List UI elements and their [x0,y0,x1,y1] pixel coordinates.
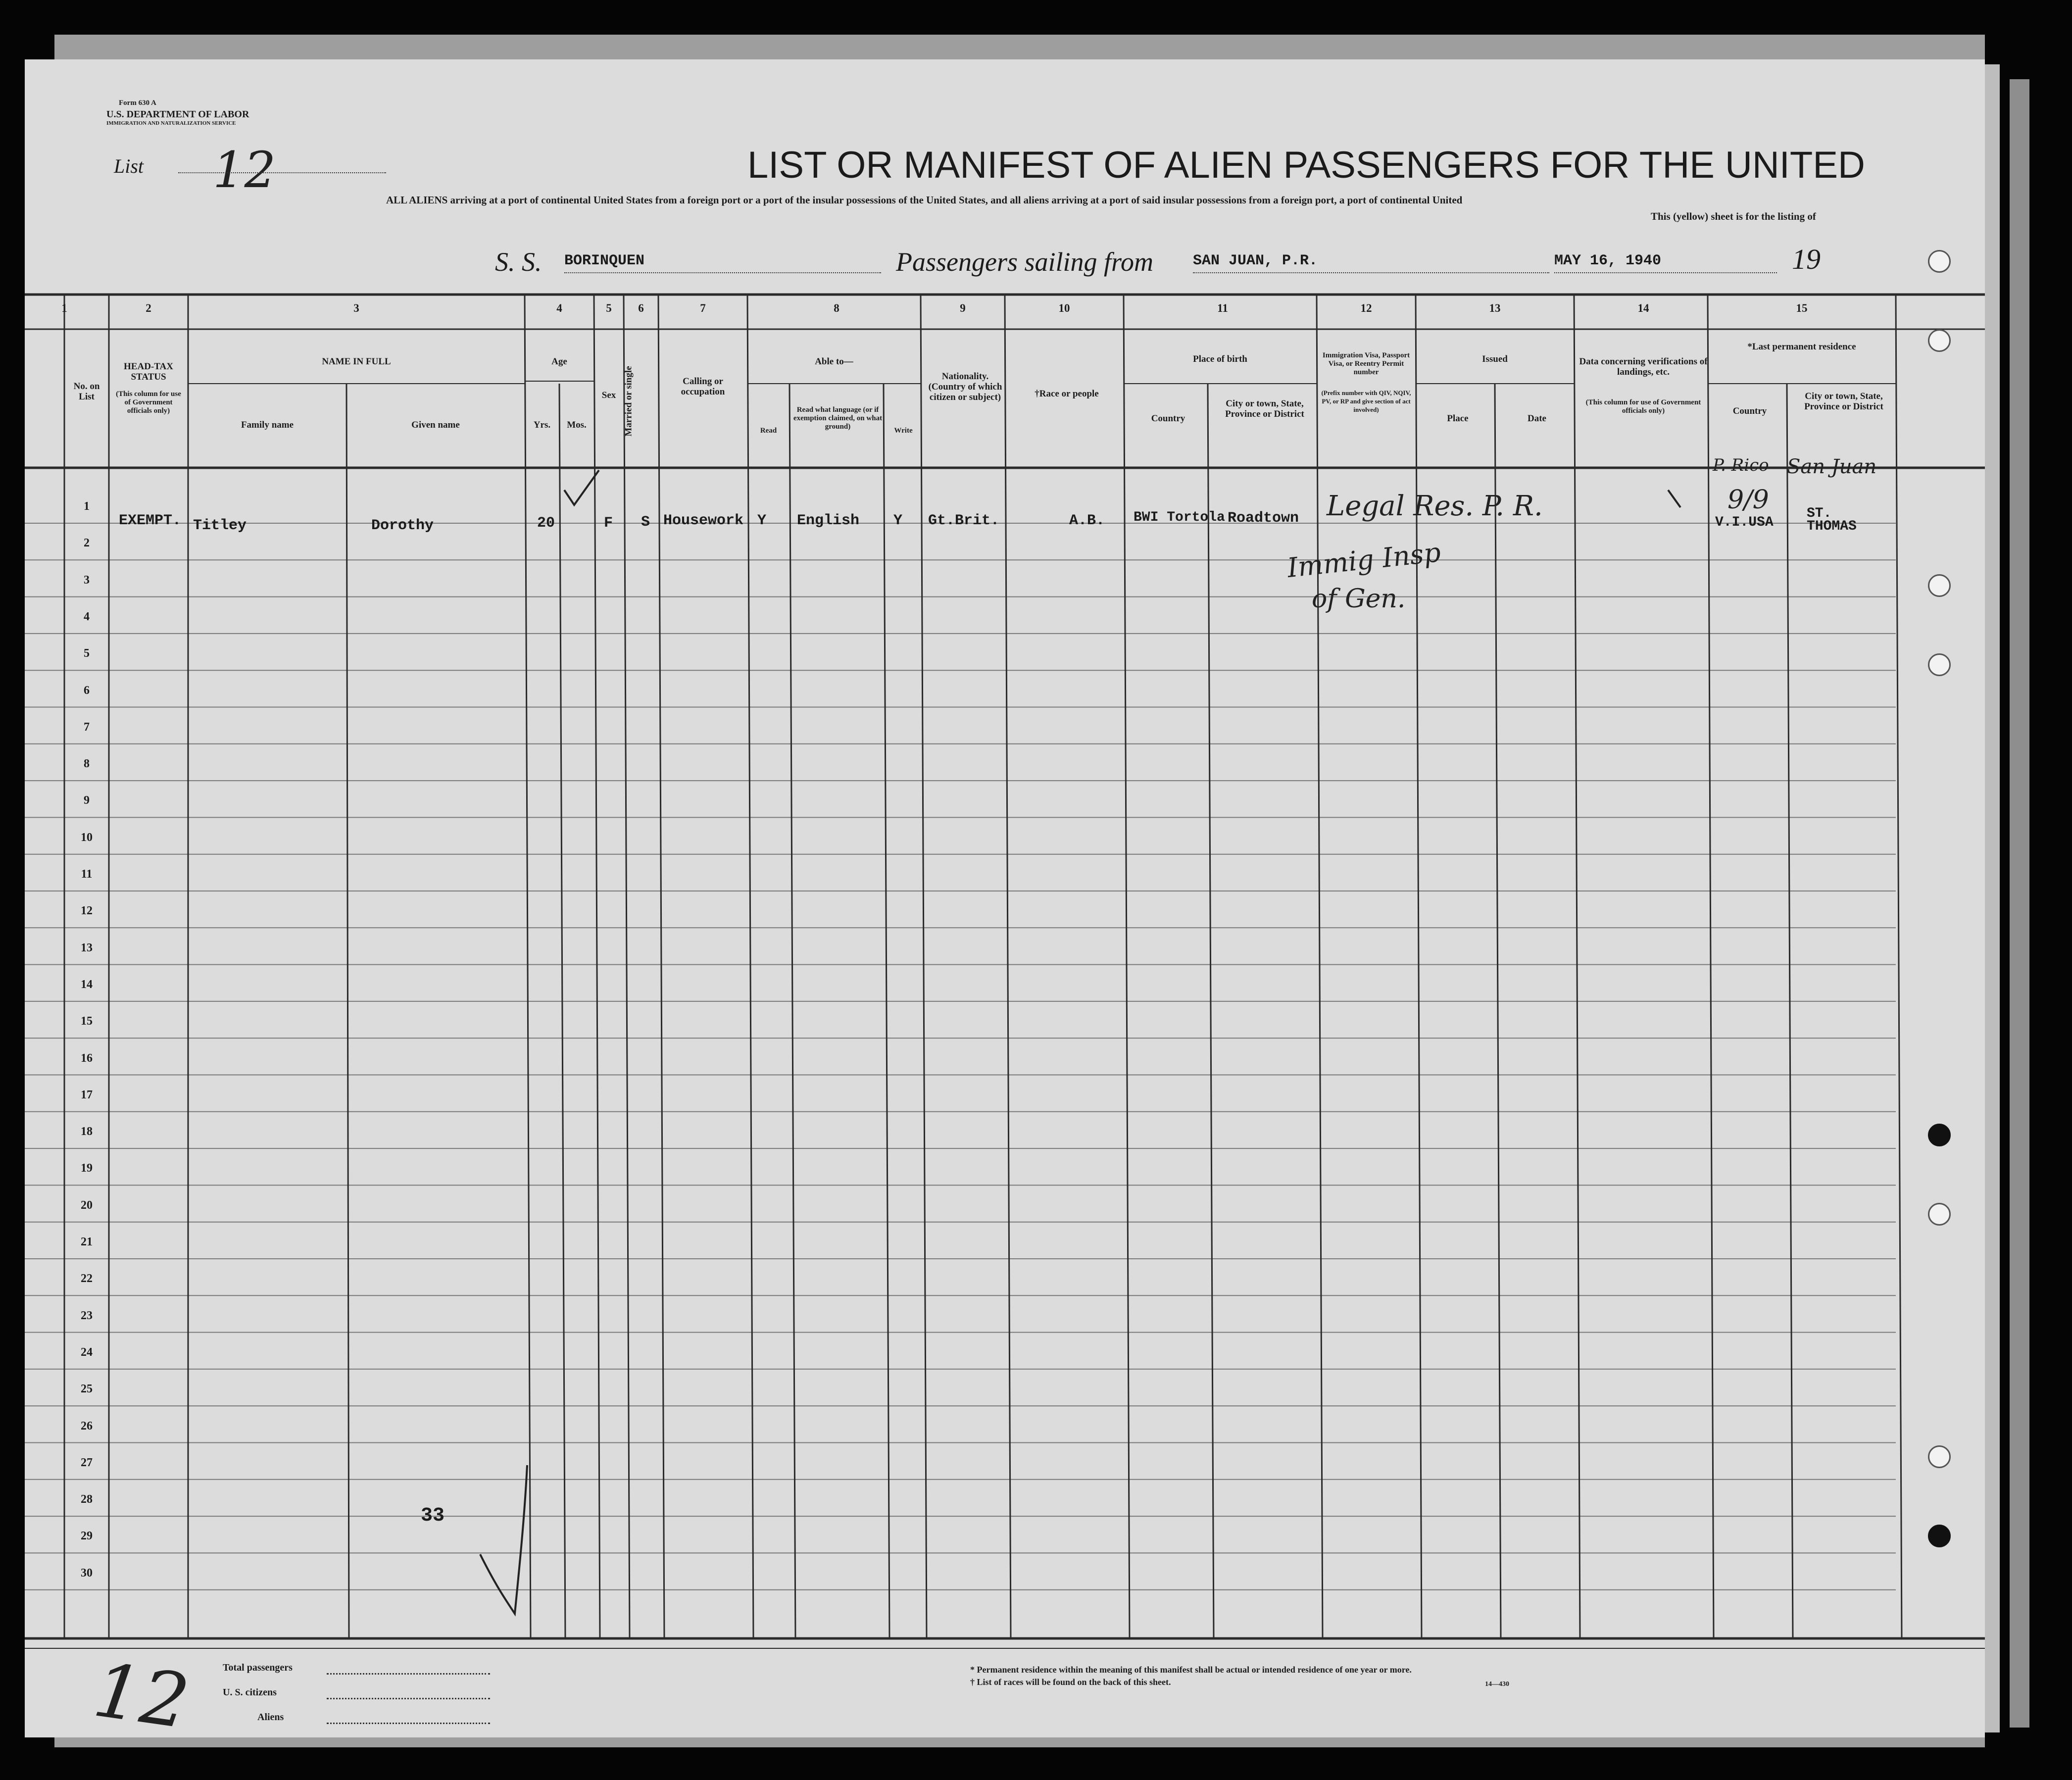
row-number: 4 [84,610,90,623]
header-head-tax: HEAD-TAX STATUS [124,361,173,382]
aliens-line [327,1723,490,1724]
row-number: 25 [81,1383,93,1396]
binder-hole [1928,1445,1951,1468]
passenger-res-country: V.I.USA [1715,515,1774,530]
handwritten-res-note-1: P. Rico [1713,455,1769,475]
department: U.S. DEPARTMENT OF LABOR [106,109,249,120]
passenger-sex: F [604,515,613,532]
passenger-birth-city: Roadtown [1228,510,1299,527]
table-grid [25,59,1985,1737]
footer-us-citizens: U. S. citizens [223,1687,277,1698]
header-issued-date: Date [1528,413,1546,424]
header-name-in-full: NAME IN FULL [322,356,391,367]
row-number: 8 [84,757,90,771]
binder-hole [1928,574,1951,597]
header-age-mos: Mos. [567,420,587,430]
col-num-1: 1 [61,302,67,314]
handwritten-res-mark: 9/9 [1727,485,1769,515]
handwritten-note-2: of Gen. [1312,584,1406,614]
row-number: 14 [81,978,93,991]
row-number: 15 [81,1015,93,1028]
form-number: Form 630 A [119,99,156,107]
footer-note-1: * Permanent residence within the meaning of this manifest shall be actual or intended residence of one year or more. [970,1665,1412,1675]
row-number: 2 [84,537,90,550]
header-write: Write [894,427,913,435]
row-number: 29 [81,1530,93,1543]
binder-hole [1928,653,1951,676]
header-res-country: Country [1732,406,1767,416]
handwritten-res-note-2: San Juan [1787,455,1877,478]
binder-hole [1928,250,1951,273]
sailing-label: Passengers sailing from [896,247,1154,277]
service: IMMIGRATION AND NATURALIZATION SERVICE [106,120,236,126]
handwritten-margin-mark: 12 [88,1647,195,1746]
header-birth-country: Country [1151,413,1185,424]
passenger-family-name: Titley [193,517,247,534]
row-number: 24 [81,1345,93,1359]
binder-hole [1928,329,1951,352]
handwritten-count: 33 [421,1505,445,1527]
row-number: 6 [84,684,90,697]
form-title: LIST OR MANIFEST OF ALIEN PASSENGERS FOR THE UNITED [747,144,1865,186]
col-num-5: 5 [606,302,612,314]
passenger-occupation: Housework [663,512,744,529]
col-num-4: 4 [556,302,562,314]
list-underline [178,172,386,173]
row-number: 30 [81,1566,93,1580]
passenger-birth-country: BWI Tortola [1134,510,1225,525]
ship-name: BORINQUEN [564,252,645,269]
row-number: 16 [81,1051,93,1065]
us-citizens-line [327,1698,490,1699]
manifest-sheet [25,59,1985,1746]
binder-hole [1928,1124,1951,1146]
footer-total-passengers: Total passengers [223,1662,293,1673]
row-number: 1 [84,500,90,513]
row-number: 5 [84,647,90,660]
sailing-port: SAN JUAN, P.R. [1193,252,1318,269]
header-age: Age [551,356,567,367]
header-birth-city: City or town, State, Province or District [1225,398,1304,419]
row-number: 12 [81,904,93,918]
header-read: Read [760,427,777,435]
header-visa: Immigration Visa, Passport Visa, or Reentry Permit number [1322,351,1410,376]
date-underline [1554,272,1777,273]
sailing-date: MAY 16, 1940 [1554,252,1662,269]
handwritten-note-1: Immig Insp [1285,536,1442,584]
header-issued-place: Place [1447,413,1469,424]
header-family-name: Family name [241,420,294,430]
row-number: 3 [84,573,90,587]
list-label: List [114,155,144,177]
row-number: 27 [81,1456,93,1469]
header-verifications: Data concerning verifications of landings, etc. [1579,356,1708,377]
row-number: 21 [81,1236,93,1248]
row-number: 19 [81,1162,93,1175]
header-able-to: Able to— [815,356,853,367]
header-last-residence: *Last permanent residence [1747,342,1856,352]
row-number: 11 [81,868,93,881]
row-number: 18 [81,1125,93,1138]
passenger-race: A.B. [1069,512,1105,529]
passenger-res-city: ST. THOMAS [1807,506,1857,534]
col-num-13: 13 [1489,302,1501,314]
header-given-name: Given name [411,420,460,430]
header-nationality: Nationality. (Country of which citizen or subject) [928,371,1002,402]
port-underline [1193,272,1549,273]
header-sex: Sex [601,390,616,400]
footer-aliens: Aliens [257,1712,284,1723]
row-number: 26 [81,1419,93,1433]
passenger-age: 20 [537,515,555,532]
col-num-10: 10 [1058,302,1070,314]
col-num-15: 15 [1796,302,1808,314]
header-married: Married or single [623,366,634,437]
col-num-3: 3 [353,302,359,314]
passenger-nationality: Gt.Brit. [928,512,1000,529]
col-num-11: 11 [1217,302,1228,314]
header-calling: Calling or occupation [681,376,725,397]
passenger-language: English [797,512,860,529]
header-age-yrs: Yrs. [533,420,551,430]
passenger-head-tax: EXEMPT. [119,512,182,529]
binder-hole [1928,1203,1951,1226]
col-num-9: 9 [960,302,966,314]
header-read-what: Read what language (or if exemption claimed, on what ground) [793,406,883,431]
header-verifications-note: (This column for use of Government officials only) [1585,398,1701,415]
col-num-14: 14 [1637,302,1649,314]
col-num-2: 2 [146,302,151,314]
header-issued: Issued [1482,354,1508,364]
passenger-read: Y [757,512,767,529]
row-number: 20 [81,1198,93,1212]
row-number: 9 [84,794,90,807]
header-head-tax-note: (This column for use of Government officials only) [116,390,181,415]
ship-underline [564,272,881,273]
page-edge [2010,79,2029,1728]
ss-label: S. S. [495,247,542,277]
binder-hole [1928,1525,1951,1547]
header-no-on-list: No. on List [73,381,100,402]
col-num-12: 12 [1360,302,1372,314]
row-number: 22 [81,1272,93,1286]
passenger-given-name: Dorothy [371,517,434,534]
footer-note-2: † List of races will be found on the back of this sheet. [970,1677,1171,1687]
row-number: 13 [81,941,93,954]
row-number: 17 [81,1088,93,1101]
year-label: 19 [1792,243,1821,275]
col-num-8: 8 [834,302,839,314]
header-place-of-birth: Place of birth [1193,354,1247,364]
header-race: †Race or people [1035,389,1099,399]
list-number: 12 [213,141,276,199]
handwritten-visa: Legal Res. P. R. [1327,490,1543,522]
row-number: 7 [84,720,90,734]
form-subtitle-2: This (yellow) sheet is for the listing of [1651,210,1816,222]
passenger-write: Y [893,512,903,529]
row-number: 10 [81,831,93,844]
header-res-city: City or town, State, Province or District [1804,391,1883,412]
row-number: 23 [81,1309,93,1322]
col-num-6: 6 [638,302,644,314]
col-num-7: 7 [700,302,706,314]
header-visa-note: (Prefix number with QIV, NQIV, PV, or RP and give section of act involved) [1321,389,1411,413]
footer-code: 14—430 [1485,1681,1509,1688]
form-subtitle: ALL ALIENS arriving at a port of continental United States from a foreign port or a port of the insular possessions of the United States, and all aliens arriving at a port of said insular possessions from a foreign port, a port of continental United [386,194,1463,206]
total-passengers-line [327,1673,490,1675]
row-number: 28 [81,1493,93,1506]
passenger-married: S [641,514,650,531]
